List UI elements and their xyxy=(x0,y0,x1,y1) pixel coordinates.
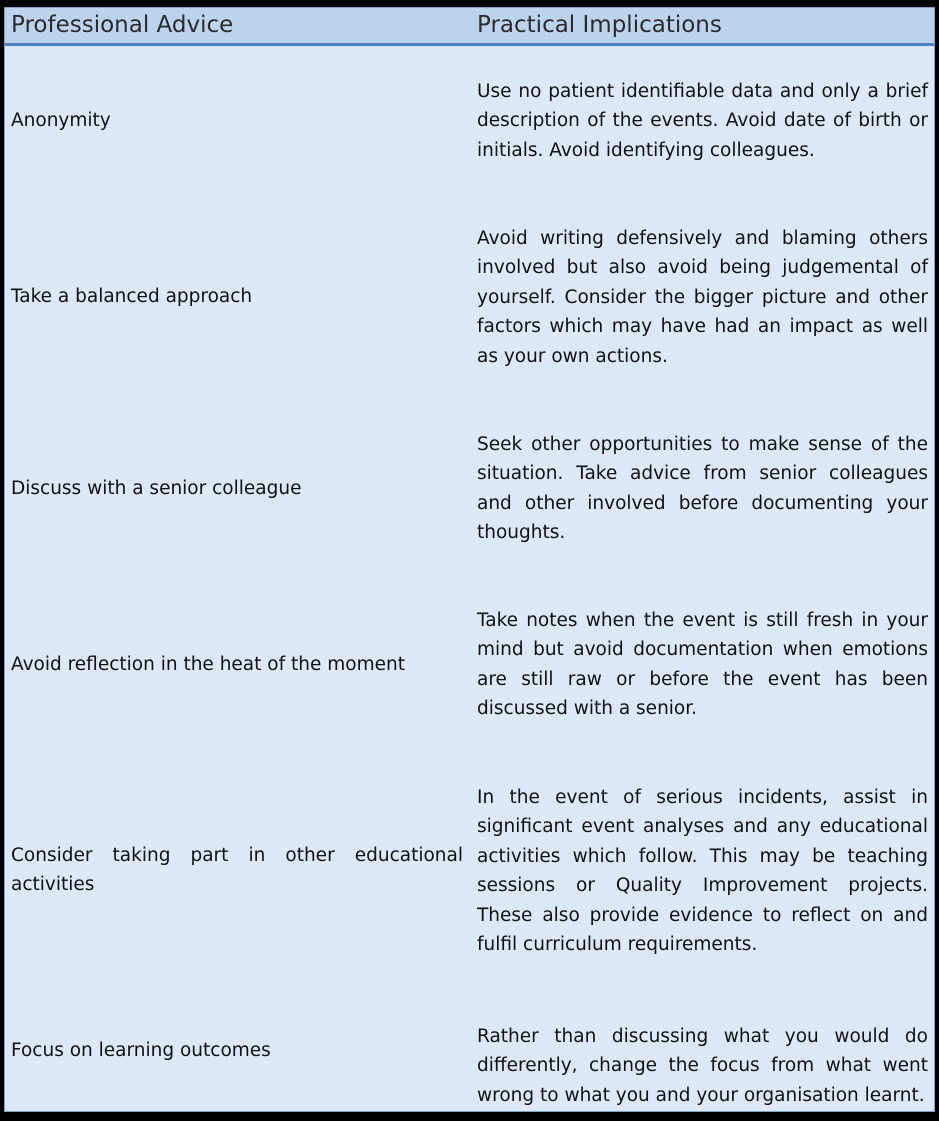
row-5-implication: In the event of serious incidents, assist in significant event analyses and any educational activities which follow. This may be teaching sessions or Quality Improvement projects. These also provide evidence to reflect on and fulfil curriculum requirements. xyxy=(477,787,928,956)
row-3-advice: Discuss with a senior colleague xyxy=(11,478,302,499)
row-1-advice: Anonymity xyxy=(11,110,111,131)
advice-table xyxy=(4,7,935,1112)
row-6-advice: Focus on learning outcomes xyxy=(11,1040,271,1061)
row-3-implication: Seek other opportunities to make sense of the situation. Take advice from senior colleagues and other involved before documenting your thoughts. xyxy=(477,434,928,544)
table-header xyxy=(5,8,934,46)
row-6-implication: Rather than discussing what you would do differently, change the focus from what went wrong to what you and your organisation learnt. xyxy=(477,1026,928,1106)
row-4-advice: Avoid reflection in the heat of the moment xyxy=(11,654,405,675)
row-1-implication: Use no patient identifiable data and only a brief description of the events. Avoid date of birth or initials. Avoid identifying colleagues. xyxy=(477,81,928,161)
row-2-implication: Avoid writing defensively and blaming others involved but also avoid being judgemental of yourself. Consider the bigger picture and other factors which may have had an impact as well as your own actions. xyxy=(477,228,928,367)
header-practical-implications: Practical Implications xyxy=(477,12,722,38)
row-2-advice: Take a balanced approach xyxy=(11,286,253,307)
row-4-implication: Take notes when the event is still fresh in your mind but avoid documentation when emotions are still raw or before the event has been discussed with a senior. xyxy=(477,610,928,720)
header-professional-advice: Professional Advice xyxy=(11,12,234,38)
row-5-advice: Consider taking part in other educational activities xyxy=(11,845,463,896)
